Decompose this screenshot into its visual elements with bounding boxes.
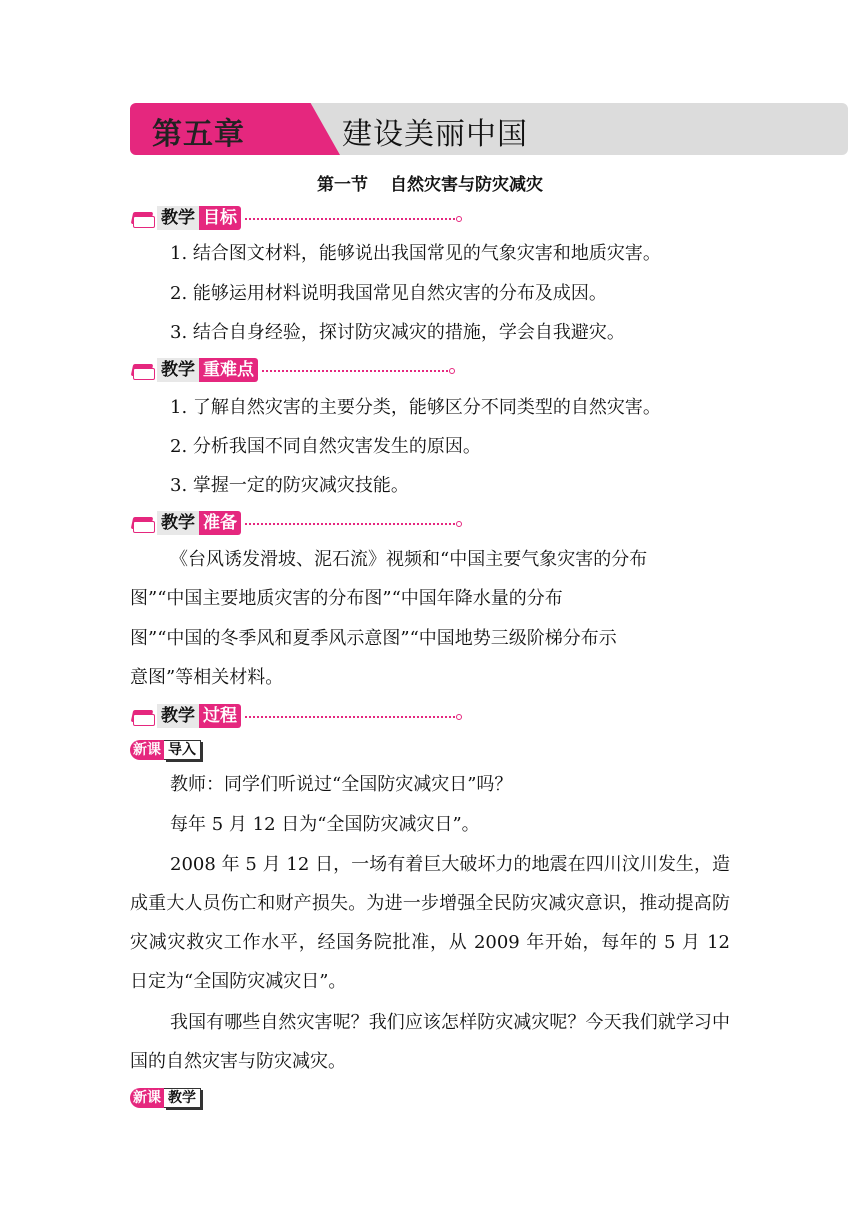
tag-label: 新课 [130,1088,164,1108]
tag-sublabel: 教学 [164,1088,201,1108]
key-point-item: 2. 分析我国不同自然灾害发生的原因。 [170,436,481,457]
teach-tag [130,1087,201,1109]
heading-label: 教学 [157,206,199,230]
chapter-number: 第五章 [152,117,245,152]
heading-label: 教学 [157,358,199,382]
objectives-heading [130,206,462,230]
book-icon [130,208,154,228]
divider-end [456,714,462,720]
dotted-divider [245,218,455,220]
intro-line: 每年 5 月 12 日为“全国防灾减灾日”。 [170,814,480,835]
divider-end [456,521,462,527]
key-points-heading [130,358,455,382]
book-icon [130,706,154,726]
dotted-divider [262,370,448,372]
chapter-title: 建设美丽中国 [342,117,528,152]
objective-item: 1. 结合图文材料，能够说出我国常见的气象灾害和地质灾害。 [170,243,661,264]
intro-line: 教师：同学们听说过“全国防灾减灾日”吗？ [170,774,513,795]
chapter-banner [130,103,848,155]
section-title [0,170,860,195]
divider-end [449,368,455,374]
preparation-line: 图”“中国主要地质灾害的分布图”“中国年降水量的分布 [130,588,563,609]
dotted-divider [245,523,455,525]
heading-tag: 目标 [199,206,241,230]
tag-sublabel: 导入 [164,740,201,760]
section-name: 自然灾害与防灾减灾 [390,175,543,195]
dotted-divider [245,716,455,718]
tag-label: 新课 [130,740,164,760]
preparation-heading [130,511,462,535]
key-point-item: 1. 了解自然灾害的主要分类，能够区分不同类型的自然灾害。 [170,397,661,418]
book-icon [130,360,154,380]
preparation-line: 意图”等相关材料。 [130,667,284,688]
intro-tag [130,739,201,761]
objective-item: 3. 结合自身经验，探讨防灾减灾的措施，学会自我避灾。 [170,322,625,343]
section-number: 第一节 [317,175,368,195]
key-point-item: 3. 掌握一定的防灾减灾技能。 [170,475,409,496]
divider-end [456,216,462,222]
intro-paragraph [130,845,730,1001]
heading-tag: 过程 [199,704,241,728]
question-paragraph [130,1003,730,1081]
paragraph-text: 我国有哪些自然灾害呢？我们应该怎样防灾减灾呢？今天我们就学习中国的自然灾害与防灾减灾。 [130,1012,730,1072]
heading-tag: 准备 [199,511,241,535]
paragraph-text: 2008 年 5 月 12 日，一场有着巨大破坏力的地震在四川汶川发生，造成重大人员伤亡和财产损失。为进一步增强全民防灾减灾意识，推动提高防灾减灾救灾工作水平，经国务院批准，从 2009 年开始，每年的 5 月 12 日定为“全国防灾减灾日”。 [130,854,730,992]
process-heading [130,704,462,728]
objective-item: 2. 能够运用材料说明我国常见自然灾害的分布及成因。 [170,283,607,304]
heading-label: 教学 [157,511,199,535]
heading-tag: 重难点 [199,358,258,382]
heading-label: 教学 [157,704,199,728]
preparation-line: 图”“中国的冬季风和夏季风示意图”“中国地势三级阶梯分布示 [130,628,617,649]
book-icon [130,513,154,533]
preparation-line: 《台风诱发滑坡、泥石流》视频和“中国主要气象灾害的分布 [170,549,648,570]
